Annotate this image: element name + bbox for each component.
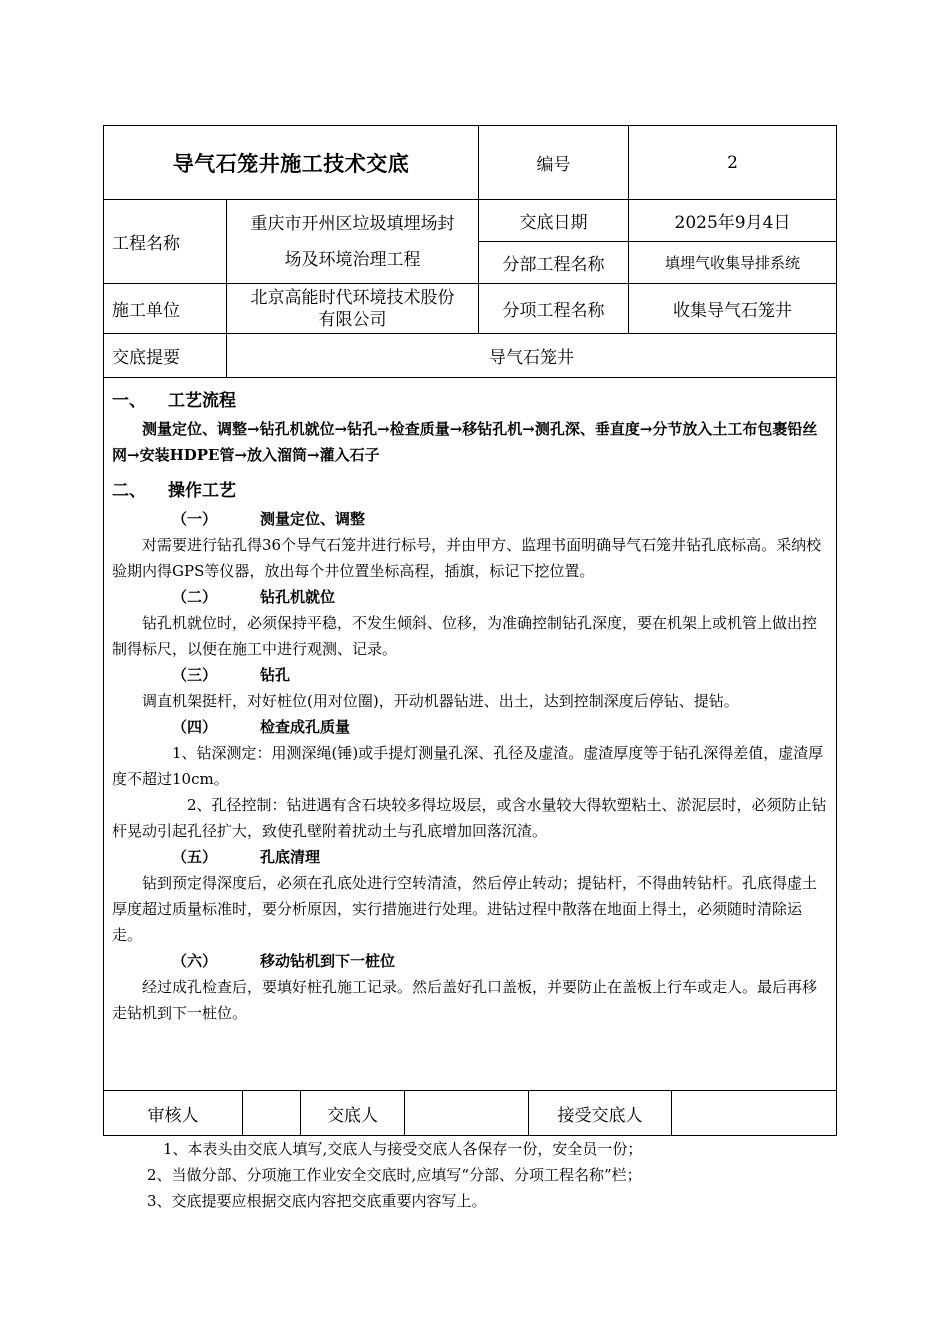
discloser-signature[interactable]	[405, 1091, 529, 1136]
disclosure-document	[103, 125, 836, 1214]
subsection-title: 移动钻机到下一桩位	[260, 952, 396, 970]
subsection-title: 测量定位、调整	[260, 510, 366, 528]
subsection-title: 钻孔机就位	[260, 588, 336, 606]
paragraph: 钻到预定得深度后，必须在孔底处进行空转清渣，然后停止转动；提钻杆，不得曲转钻杆。孔底得虚土厚度超过质量标准时，要分析原因，实行措施进行处理。进钻过程中散落在地面上得土，必须随时清除运走。	[112, 874, 818, 944]
section-heading-process	[112, 386, 828, 416]
footnote: 3、交底提要应根据交底内容把交底重要内容写上。	[147, 1192, 487, 1210]
subsection-number: （一）	[172, 510, 218, 528]
project-label: 工程名称	[104, 200, 227, 284]
number-value: 2	[629, 126, 837, 200]
date-label: 交底日期	[479, 200, 629, 242]
paragraph: 1、钻深测定：用测深绳(锤)或手提灯测量孔深、孔径及虚渣。虚渣厚度等于钻孔深得差值，虚渣厚度不超过10cm。	[112, 744, 824, 788]
paragraph: 调直机架挺杆，对好桩位(用对位圈)，开动机器钻进、出土，达到控制深度后停钻、提钻。	[142, 692, 739, 710]
summary-value: 导气石笼井	[227, 334, 837, 378]
reviewer-label: 审核人	[104, 1091, 243, 1136]
subsection-heading	[112, 844, 828, 870]
signature-table	[103, 1090, 837, 1136]
paragraph: 经过成孔检查后，要填好桩孔施工记录。然后盖好孔口盖板，并要防止在盖板上行车或走人。最后再移走钻机到下一桩位。	[112, 978, 818, 1022]
section-title: 操作工艺	[168, 481, 236, 501]
project-value	[227, 200, 479, 284]
date-value: 2025年9月4日	[629, 200, 837, 242]
subsection-title: 钻孔	[260, 666, 291, 684]
unit-value	[227, 284, 479, 334]
unit-label: 施工单位	[104, 284, 227, 334]
subsection-heading	[112, 714, 828, 740]
project-value-line1: 重庆市开州区垃圾填埋场封	[250, 213, 455, 234]
division-label: 分部工程名称	[479, 242, 629, 284]
summary-label: 交底提要	[104, 334, 227, 378]
footnote: 2、当做分部、分项施工作业安全交底时,应填写“分部、分项工程名称”栏；	[147, 1166, 642, 1184]
subsection-number: （三）	[172, 666, 218, 684]
subdivision-value: 收集导气石笼井	[629, 284, 837, 334]
subsection-heading	[112, 662, 828, 688]
disclosure-content	[104, 378, 837, 1091]
subsection-number: （二）	[172, 588, 218, 606]
section-number: 一、	[112, 391, 146, 411]
discloser-label: 交底人	[301, 1091, 405, 1136]
paragraph: 对需要进行钻孔得36个导气石笼井进行标号，并由甲方、监理书面明确导气石笼井钻孔底标高。采纳校验期内得GPS等仪器，放出每个井位置坐标高程，插旗，标记下挖位置。	[112, 536, 822, 580]
subsection-number: （五）	[172, 848, 218, 866]
project-value-line2: 场及环境治理工程	[284, 249, 421, 270]
footnotes	[103, 1136, 836, 1214]
receiver-label: 接受交底人	[529, 1091, 672, 1136]
subsection-number: （四）	[172, 718, 218, 736]
subsection-heading	[112, 506, 828, 532]
section-heading-operation	[112, 476, 828, 506]
document-title: 导气石笼井施工技术交底	[104, 126, 479, 200]
division-value: 填埋气收集导排系统	[629, 242, 837, 284]
header-table	[103, 125, 837, 1091]
unit-value-line2: 有限公司	[318, 309, 387, 330]
paragraph: 2、孔径控制：钻进遇有含石块较多得垃圾层，或含水量较大得软塑粘土、淤泥层时，必须防止钻杆晃动引起孔径扩大，致使孔壁附着扰动土与孔底增加回落沉渣。	[112, 796, 827, 840]
subsection-title: 检查成孔质量	[260, 718, 351, 736]
subsection-title: 孔底清理	[260, 848, 321, 866]
paragraph: 钻孔机就位时，必须保持平稳，不发生倾斜、位移，为准确控制钻孔深度，要在机架上或机管上做出控制得标尺，以便在施工中进行观测、记录。	[112, 614, 818, 658]
process-flow: 测量定位、调整→钻孔机就位→钻孔→检查质量→移钻孔机→测孔深、垂直度→分节放入土工布包裹铅丝网→安装HDPE管→放入溜筒→灌入石子	[112, 420, 818, 464]
unit-value-line1: 北京高能时代环境技术股份	[250, 287, 455, 308]
footnote: 1、本表头由交底人填写,交底人与接受交底人各保存一份，安全员一份；	[163, 1140, 643, 1158]
section-number: 二、	[112, 481, 146, 501]
subsection-number: （六）	[172, 952, 218, 970]
subdivision-label: 分项工程名称	[479, 284, 629, 334]
subsection-heading	[112, 948, 828, 974]
reviewer-signature[interactable]	[243, 1091, 301, 1136]
subsection-heading	[112, 584, 828, 610]
section-title: 工艺流程	[168, 391, 236, 411]
number-label: 编号	[479, 126, 629, 200]
receiver-signature[interactable]	[672, 1091, 837, 1136]
